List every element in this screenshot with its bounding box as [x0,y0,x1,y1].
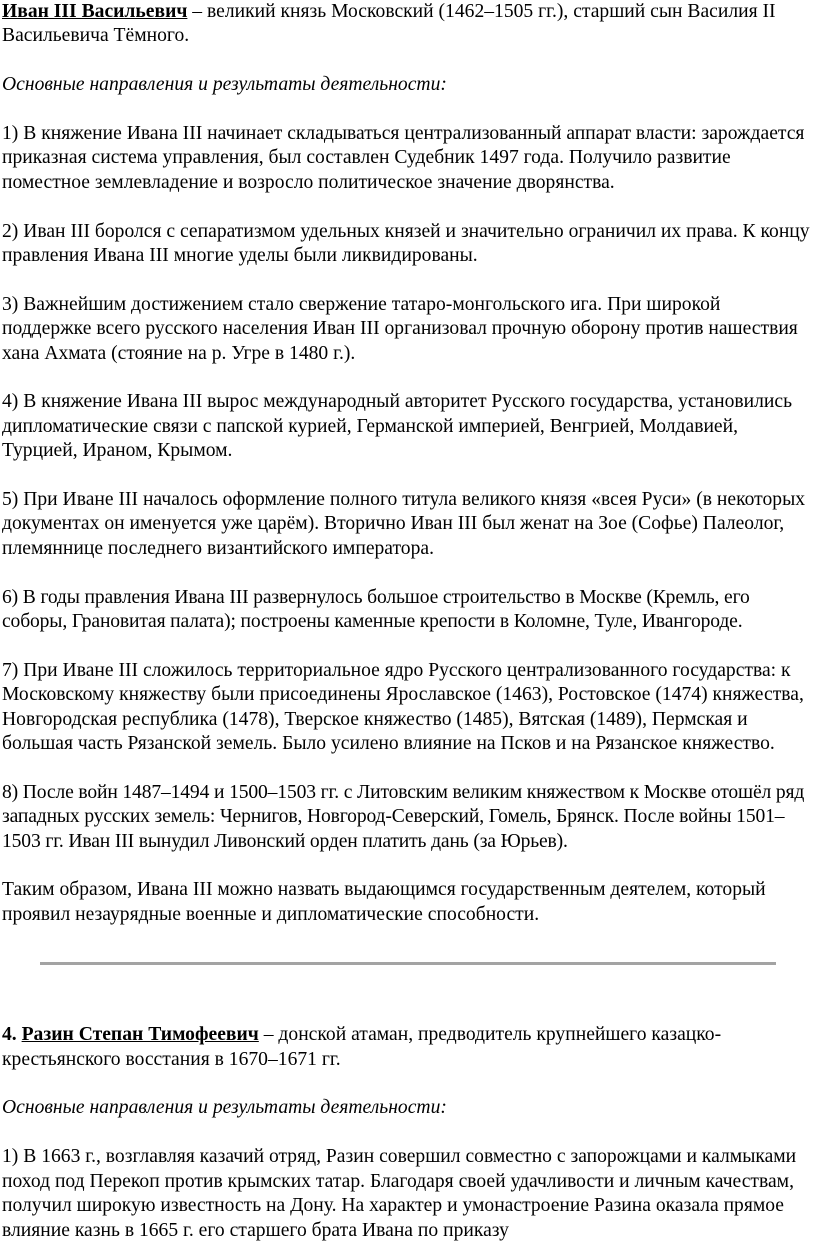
section1-point-8: 8) После войн 1487–1494 и 1500–1503 гг. с Литовским великим княжеством к Москве отошёл ряд западных русских земель: Чернигов, Новгород-Северский, Гомель, Брянск. После войны 1501–1503 гг. Иван III вынудил Ливонский орден платить дань (за Юрьев). [2,781,805,852]
section1-intro-text: – великий князь Московский (1462–1505 гг.), старший сын Василия II Васильевича Тёмного. [2,1,776,47]
section1-conclusion: Таким образом, Ивана III можно назвать выдающимся государственным деятелем, который проявил незаурядные военные и дипломатические способности. [2,879,766,925]
section2-intro-text: – донской атаман, предводитель крупнейшего казацко-крестьянского восстания в 1670–1671 гг. [2,1024,722,1070]
document-page [2,0,814,1243]
section1-point-6: 6) В годы правления Ивана III развернулось большое строительство в Москве (Кремль, его соборы, Грановитая палата); построены каменные крепости в Коломне, Туле, Ивангороде. [2,586,750,633]
section2-point-1: 1) В 1663 г., возглавляя казачий отряд, Разин совершил совместно с запорожцами и калмыками поход под Перекоп против крымских татар. Благодаря своей удачливости и личным качествам, получил широкую известность на Дону. На характер и умонастроение Разина оказала прямое влияние казнь в 1665 г. его старшего брата Ивана по приказу [2,1146,797,1241]
section1-point-3: 3) Важнейшим достижением стало свержение татаро-монгольского ига. При широкой поддержке всего русского населения Иван III организовал прочную оборону против нашествия хана Ахмата (стояние на р. Угре в 1480 г.). [2,293,798,364]
section1-name: Иван III Васильевич [2,1,188,22]
section1-point-2: 2) Иван III боролся с сепаратизмом удельных князей и значительно ограничил их права. К концу правления Ивана III многие уделы были ликвидированы. [2,220,810,267]
section1-point-7: 7) При Иване III сложилось территориальное ядро Русского централизованного государства: к Московскому княжеству были присоединены Ярославское (1463), Ростовское (1474) княжества, Новгородская республика (1478), Тверское княжество (1485), Вятская (1489), Пермская и большая часть Рязанской земель. Было усилено влияние на Псков и на Рязанское княжество. [2,659,804,755]
section1-point-1: 1) В княжение Ивана III начинает складываться централизованный аппарат власти: зарождается приказная система управления, был составлен Судебник 1497 года. Получило развитие поместное землевладение и возросло политическое значение дворянства. [2,123,805,193]
section2-number: 4. [2,1024,22,1046]
section1-point-4: 4) В княжение Ивана III вырос международный авторитет Русского государства, установились дипломатические связи с папской курией, Германской империей, Венгрией, Молдавией, Турцией, Ираном, Крымом. [2,391,793,462]
section2-name: Разин Степан Тимофеевич [21,1024,259,1046]
section2-heading: Основные направления и результаты деятельности: [2,1097,447,1119]
section1-point-5: 5) При Иване III началось оформление полного титула великого князя «всея Руси» (в некоторых документах он именуется уже царём). Вторично Иван III был женат на Зое (Софье) Палеолог, племяннице последнего византийского императора. [2,489,806,559]
section2-intro [2,1023,814,1072]
section1-heading: Основные направления и результаты деятельности: [2,74,447,96]
section1-intro [2,0,814,49]
